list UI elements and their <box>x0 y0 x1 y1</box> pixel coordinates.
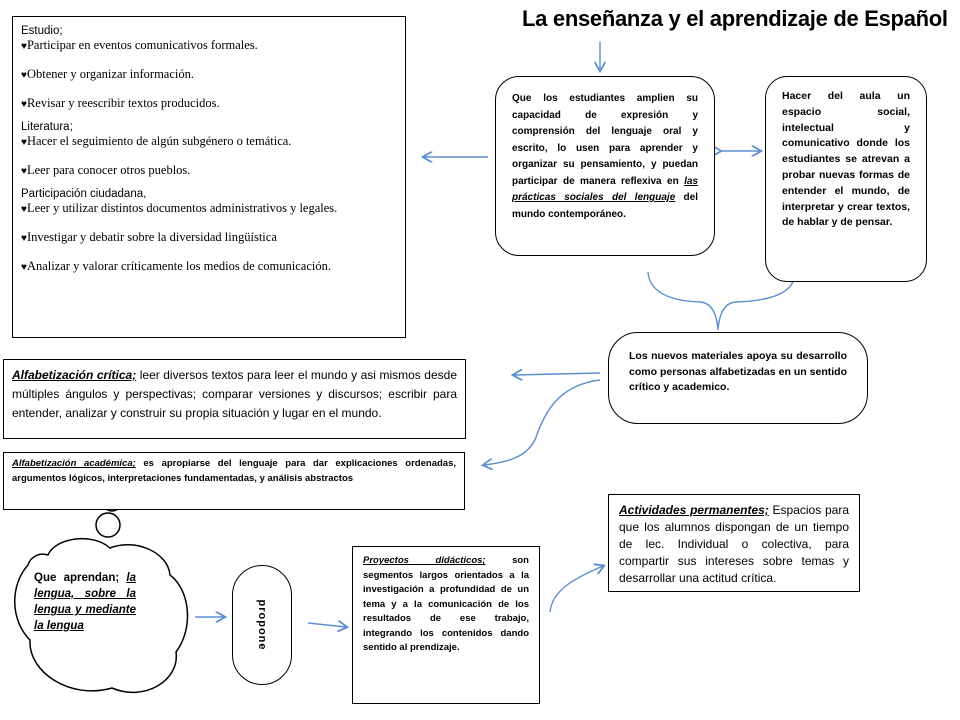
practice-item <box>21 67 397 82</box>
arrow-propone-to-proyectos <box>308 623 346 627</box>
practice-item <box>21 38 397 53</box>
activities-box <box>608 494 860 592</box>
propone-label: propone <box>256 599 268 651</box>
critical-literacy-label: Alfabetización crítica; <box>12 368 137 382</box>
heart-bullet-icon: ♥ <box>21 262 27 273</box>
heart-bullet-icon: ♥ <box>21 233 27 244</box>
heart-bullet-icon: ♥ <box>21 99 27 110</box>
practice-item-text: Participar en eventos comunicativos formales. <box>26 38 258 52</box>
propone-capsule <box>232 565 292 685</box>
heart-bullet-icon: ♥ <box>21 204 27 215</box>
practice-item <box>21 230 397 245</box>
academic-literacy-text: es apropiarse del lenguaje para dar explicaciones ordenadas, argumentos lógicos, interpretaciones fundamentadas, y análisis abstractos <box>12 458 456 484</box>
brace-to-materiales <box>648 272 794 330</box>
materials-box <box>608 332 868 424</box>
academic-literacy-label: Alfabetización académica; <box>12 458 136 469</box>
practice-item <box>21 201 397 216</box>
heart-bullet-icon: ♥ <box>21 70 27 81</box>
section-heading: Participación ciudadana, <box>21 188 147 200</box>
practice-item-text: Leer y utilizar distintos documentos administrativos y legales. <box>26 201 338 215</box>
projects-label: Proyectos didácticos; <box>363 555 486 566</box>
objective-box <box>495 76 715 256</box>
critical-literacy-box <box>3 359 466 439</box>
heart-bullet-icon: ♥ <box>21 166 27 177</box>
critical-literacy-text: leer diversos textos para leer el mundo y asi mismos desde múltiples ángulos y perspectivas; comparar versiones y discursos; escribir para entender, analizar y construir su propia situación y lugar en el mundo. <box>12 368 458 420</box>
practice-item-text: Obtener y organizar información. <box>26 67 195 81</box>
practice-item-text: Investigar y debatir sobre la diversidad lingüística <box>26 230 277 244</box>
materials-text: Los nuevos materiales apoya su desarrollo como personas alfabetizadas en un sentido crítico y academico. <box>629 350 847 393</box>
activities-text: Espacios para que los alumnos dispongan de un tiempo de lec. Individual o colectiva, para compartir sus intereses sobre temas y desarrollar una actitud crítica. <box>619 503 849 585</box>
practice-item <box>21 259 397 274</box>
objective-text-end: del mundo contemporáneo. <box>512 192 698 220</box>
section-heading: Estudio; <box>21 25 63 37</box>
cloud-emphasis: la lengua, sobre la lengua y mediante la lengua <box>34 572 136 632</box>
section-heading: Literatura; <box>21 121 73 133</box>
practice-item-text: Leer para conocer otros pueblos. <box>26 163 191 177</box>
heart-bullet-icon: ♥ <box>21 137 27 148</box>
arrow-materiales-to-academica <box>484 380 600 465</box>
activities-label: Actividades permanentes; <box>619 503 769 517</box>
projects-text: son segmentos largos orientados a la investigación a profundidad de un tema y a la comunicación de los resultados de ese trabajo, integrando los contenidos dando sentido al prendizaje. <box>363 555 529 653</box>
practice-item <box>21 96 397 111</box>
cloud-text <box>34 570 136 634</box>
practice-item <box>21 134 397 149</box>
classroom-box <box>765 76 927 282</box>
academic-literacy-box <box>3 452 465 510</box>
page-title: La enseñanza y el aprendizaje de Español <box>522 6 948 31</box>
projects-box <box>352 546 540 704</box>
objective-text: Que los estudiantes amplien su capacidad de expresión y comprensión del lenguaje oral y escrito, lo usen para aprender y organizar su pensamiento, y puedan participar de manera reflexiva en <box>512 93 698 187</box>
objective-emphasis: las prácticas sociales del lenguaje <box>512 175 698 203</box>
classroom-text: Hacer del aula un espacio social, intelectual y comunicativo donde los estudiantes se atrevan a probar nuevas formas de entender el mundo, de interpretar y crear textos, de hablar y de pensar. <box>782 90 910 229</box>
practice-item <box>21 163 397 178</box>
practice-item-text: Revisar y reescribir textos producidos. <box>26 96 220 110</box>
heart-bullet-icon: ♥ <box>21 41 27 52</box>
practice-item-text: Hacer el seguimiento de algún subgénero o temática. <box>26 134 292 148</box>
practice-item-text: Analizar y valorar críticamente los medios de comunicación. <box>26 259 331 273</box>
cloud-text-start: Que aprendan; <box>34 572 127 584</box>
practices-box <box>12 16 406 338</box>
arrow-proyectos-to-actividades <box>550 566 603 612</box>
arrow-materiales-to-critica <box>514 373 600 375</box>
